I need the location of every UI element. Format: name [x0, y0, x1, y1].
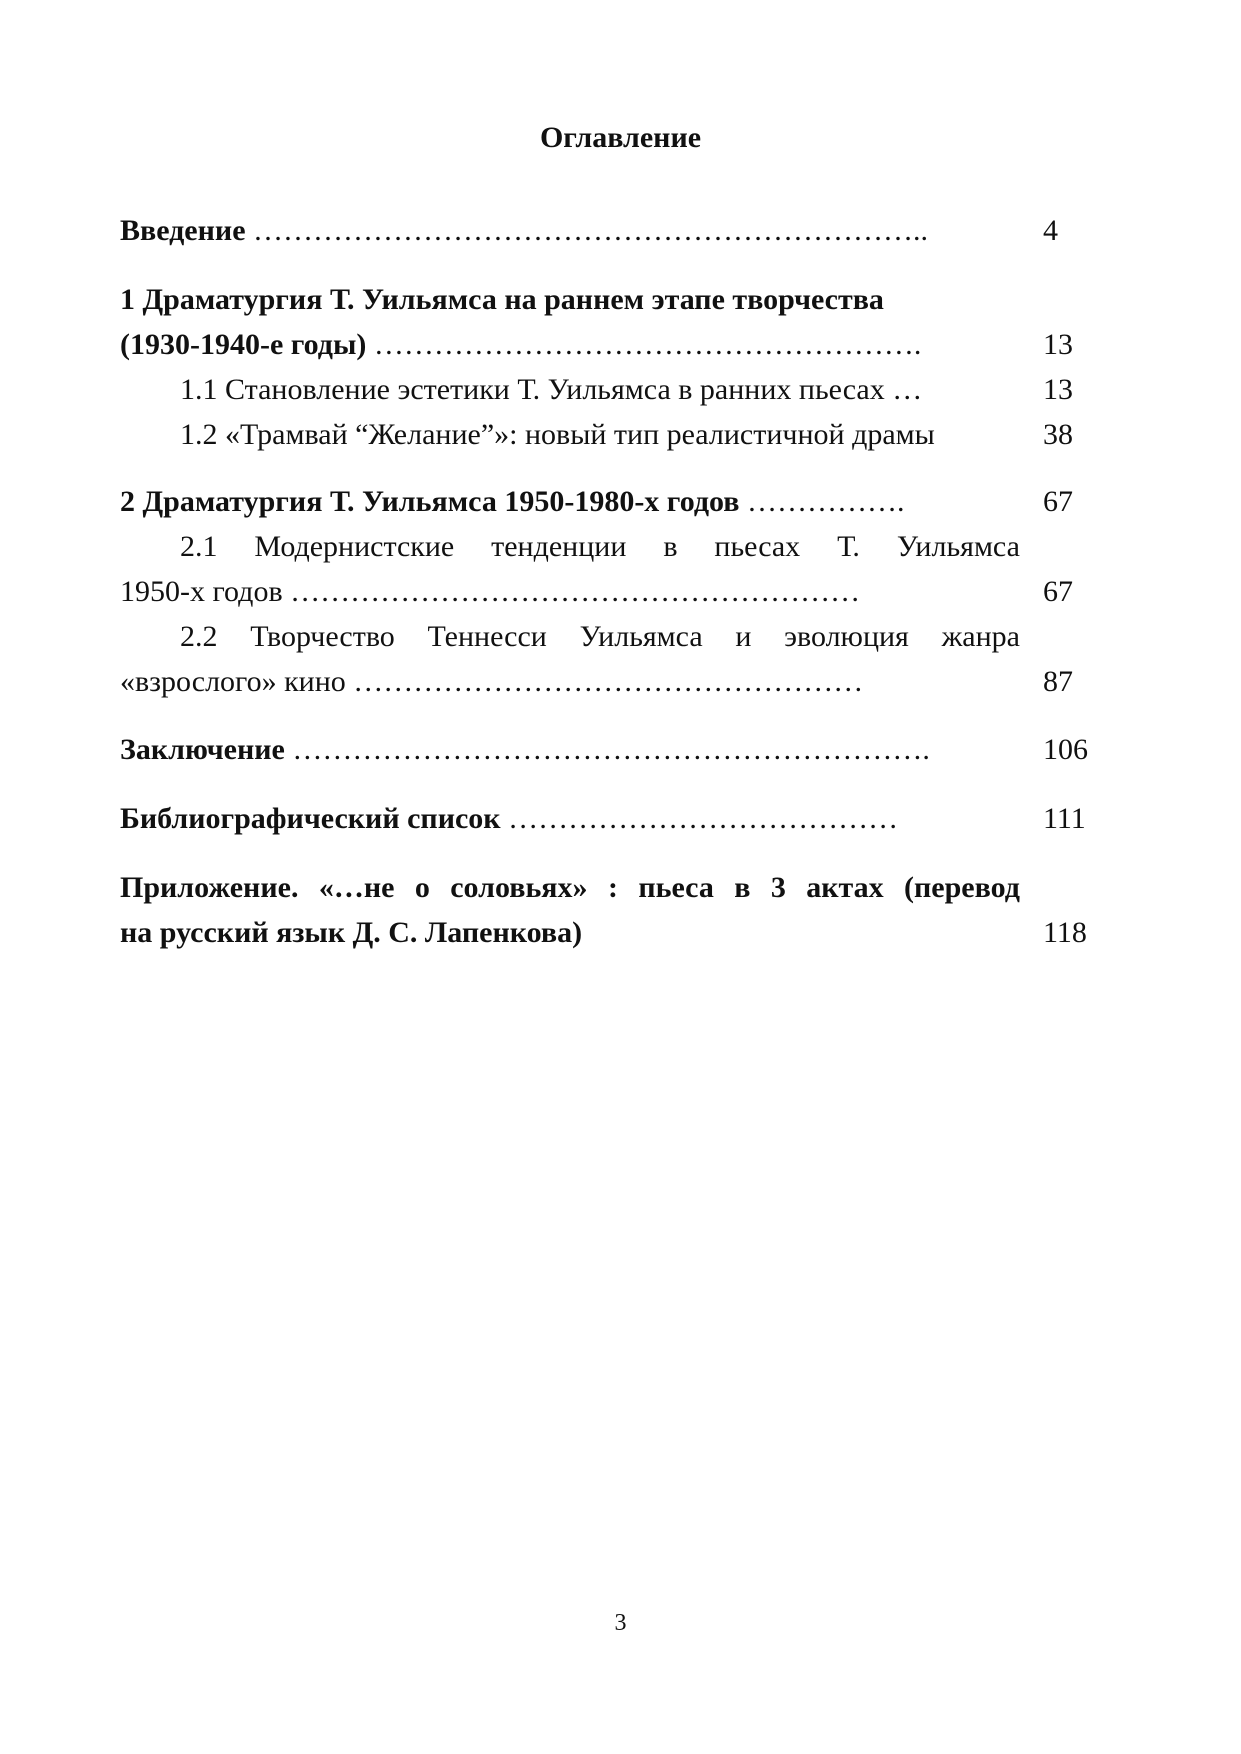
toc-page-number: 67: [1043, 485, 1073, 518]
word: 3: [770, 871, 786, 904]
toc-entry-section-2-1-cont[interactable]: [120, 569, 1105, 614]
toc-entry-title: (1930-1940-е годы): [120, 328, 367, 361]
word: Т.: [837, 530, 860, 563]
word: Теннесси: [427, 620, 547, 653]
word: соловьях»: [450, 871, 588, 904]
toc-leader-dots: ……………………………………………………….: [284, 733, 930, 766]
toc-entry-bibliography[interactable]: [120, 796, 1105, 841]
toc-page-number: 67: [1043, 575, 1073, 608]
word: пьесах: [714, 530, 801, 563]
toc-page-number: 111: [1043, 802, 1086, 835]
toc-entry-introduction[interactable]: [120, 208, 1105, 253]
toc-heading: Оглавление: [539, 121, 702, 154]
word: Уильямса: [896, 530, 1020, 563]
word: в: [734, 871, 751, 904]
toc-page-number: 13: [1043, 373, 1073, 406]
toc-entry-title: 1950-х годов …………………………………………………: [120, 575, 861, 608]
toc-page-number: 118: [1043, 916, 1087, 949]
table-of-contents: [120, 0, 1105, 1000]
word: в: [663, 530, 678, 563]
toc-entry-conclusion[interactable]: [120, 727, 1105, 772]
word: Творчество: [250, 620, 395, 653]
word: Приложение.: [120, 871, 299, 904]
toc-leader-dots: …………………………………………………………..: [245, 214, 929, 247]
toc-page-number: 4: [1043, 214, 1058, 247]
toc-entry-title: Заключение: [120, 733, 285, 766]
toc-entry-section-2-1[interactable]: [120, 524, 1105, 569]
word: эволюция: [784, 620, 909, 653]
word: жанра: [941, 620, 1020, 653]
toc-leader-dots: …………….: [739, 485, 905, 518]
word: Модернистские: [254, 530, 455, 563]
word: 2.2: [180, 620, 218, 653]
word: (перевод: [904, 871, 1020, 904]
toc-entry-title-justified: [180, 524, 1020, 569]
toc-entry-title: 2 Драматургия Т. Уильямса 1950-1980-х годов: [120, 485, 740, 518]
toc-entry-section-2-2-cont[interactable]: [120, 659, 1105, 704]
page-number: 3: [614, 1610, 627, 1636]
toc-entry-section-2-2[interactable]: [120, 614, 1105, 659]
word: о: [414, 871, 430, 904]
toc-entry-appendix[interactable]: [120, 865, 1105, 910]
toc-entry-title: 1.2 «Трамвай “Желание”»: новый тип реалистичной драмы: [180, 418, 935, 451]
toc-page-number: 106: [1043, 733, 1088, 766]
toc-entry-appendix-cont[interactable]: [120, 910, 1105, 955]
word: актах: [806, 871, 884, 904]
toc-entry-section-1-1[interactable]: [120, 367, 1105, 412]
toc-entry-section-1-2[interactable]: [120, 412, 1105, 457]
toc-entry-title: 1.1 Становление эстетики Т. Уильямса в ранних пьесах …: [180, 373, 923, 406]
toc-entry-title-justified: [180, 614, 1020, 659]
toc-entry-title: Введение: [120, 214, 246, 247]
toc-leader-dots: …………………………………: [500, 802, 899, 835]
word: «…не: [318, 871, 395, 904]
toc-entry-title: «взрослого» кино ……………………………………………: [120, 665, 864, 698]
toc-entry-title-justified: [120, 865, 1020, 910]
word: 2.1: [180, 530, 218, 563]
word: и: [735, 620, 752, 653]
toc-entry-chapter-1[interactable]: [120, 277, 1105, 322]
toc-entry-title: 1 Драматургия Т. Уильямса на раннем этапе творчества: [120, 283, 884, 316]
toc-entry-title: Библиографический список: [120, 802, 501, 835]
word: пьеса: [638, 871, 714, 904]
word: Уильямса: [579, 620, 703, 653]
toc-entry-title: на русский язык Д. С. Лапенкова): [120, 916, 583, 949]
toc-page-number: 13: [1043, 328, 1073, 361]
word: тенденции: [491, 530, 627, 563]
toc-entry-chapter-2[interactable]: [120, 479, 1105, 524]
toc-page-number: 87: [1043, 665, 1073, 698]
toc-page-number: 38: [1043, 418, 1073, 451]
toc-entry-chapter-1-cont[interactable]: [120, 322, 1105, 367]
word: :: [607, 871, 618, 904]
toc-leader-dots: ……………………………………………….: [366, 328, 922, 361]
